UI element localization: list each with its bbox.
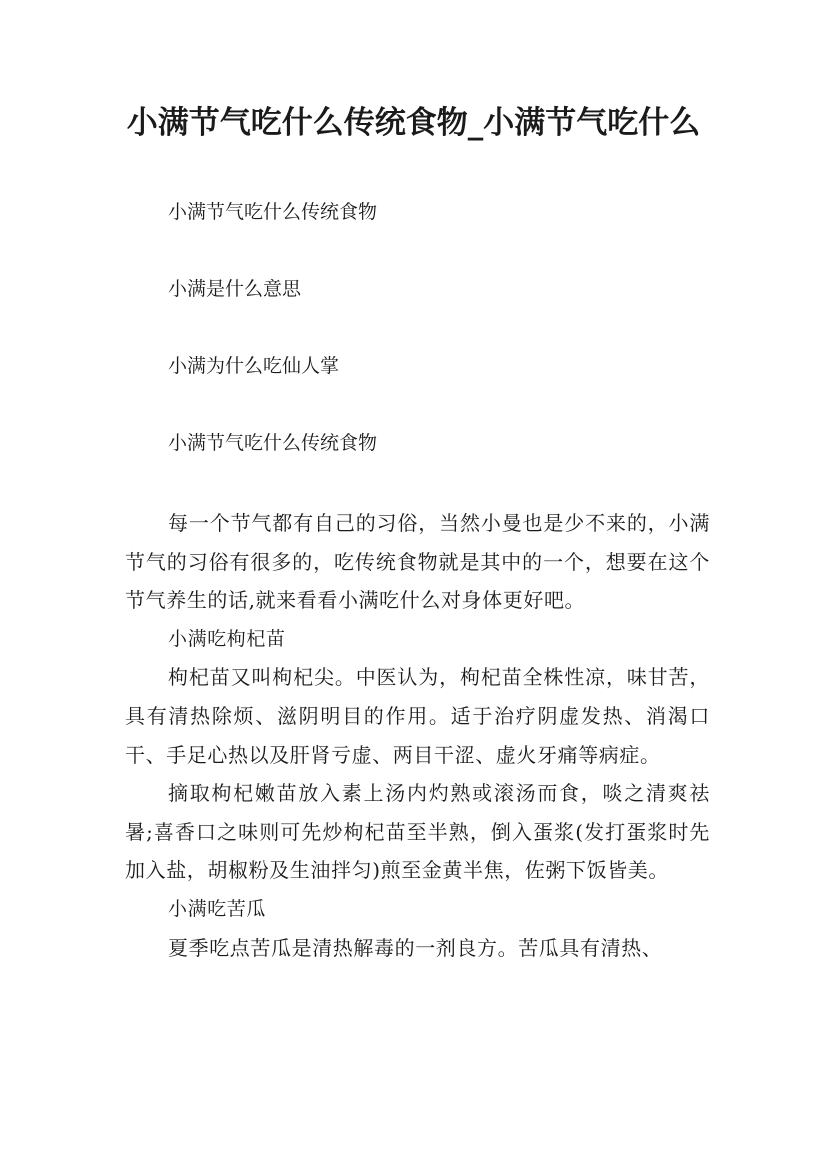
intro-paragraph: 每一个节气都有自己的习俗，当然小曼也是少不来的，小满节气的习俗有很多的，吃传统食物就是其中的一个，想要在这个节气养生的话,就来看看小满吃什么对身体更好吧。	[125, 511, 710, 613]
toc-item-traditional-food-2: 小满节气吃什么传统食物	[168, 432, 378, 454]
article-body	[125, 504, 710, 967]
toc-item-meaning: 小满是什么意思	[168, 278, 302, 300]
toc-item-traditional-food: 小满节气吃什么传统食物	[168, 201, 378, 223]
document-title: 小满节气吃什么传统食物_小满节气吃什么	[126, 105, 701, 141]
section-heading-goji: 小满吃枸杞苗	[168, 627, 286, 650]
goji-recipe-paragraph: 摘取枸杞嫩苗放入素上汤内灼熟或滚汤而食，啖之清爽祛暑;喜香口之味则可先炒枸杞苗至半熟，倒入蛋浆(发打蛋浆时先加入盐，胡椒粉及生油拌匀)煎至金黄半焦，佐粥下饭皆美。	[125, 781, 710, 883]
bitter-melon-paragraph: 夏季吃点苦瓜是清热解毒的一剂良方。苦瓜具有清热、	[168, 935, 663, 960]
toc-item-cactus: 小满为什么吃仙人掌	[168, 355, 340, 377]
goji-paragraph: 枸杞苗又叫枸杞尖。中医认为，枸杞苗全株性凉，味甘苦，具有清热除烦、滋阴明目的作用。适于治疗阴虚发热、消渴口干、手足心热以及肝肾亏虚、两目干涩、虚火牙痛等病症。	[125, 665, 710, 767]
section-heading-bitter-melon: 小满吃苦瓜	[168, 897, 267, 920]
